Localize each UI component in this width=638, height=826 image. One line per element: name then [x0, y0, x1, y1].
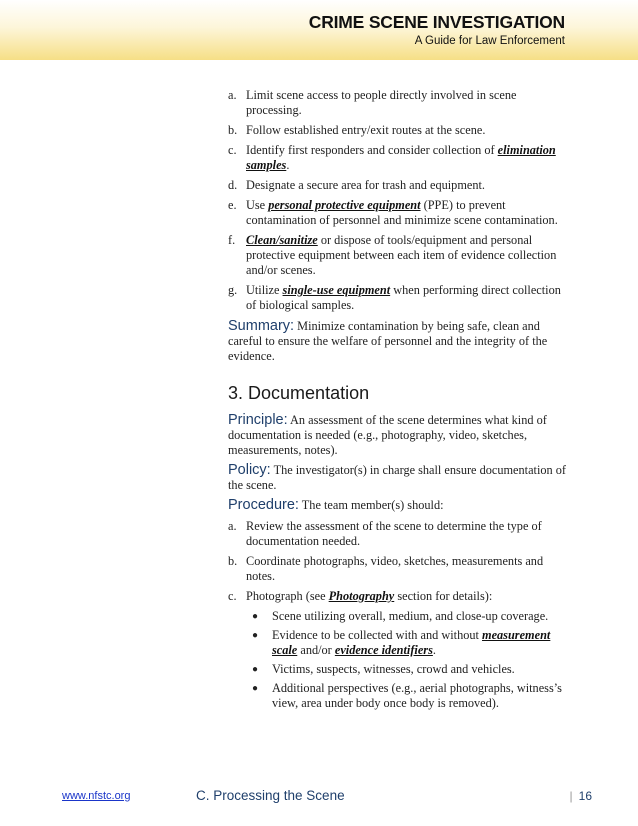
principle-text: An assessment of the scene determines what kind of documentation is needed (e.g., photography, video, sketches, measurements, notes). — [228, 413, 547, 457]
bullet-text — [272, 628, 568, 658]
summary-paragraph — [228, 319, 568, 364]
section-number: 3. — [228, 383, 244, 403]
list-text-part: Photograph (see — [246, 589, 329, 603]
glossary-link-clean-sanitize[interactable]: Clean/sanitize — [246, 233, 318, 247]
principle-label: Principle: — [228, 412, 288, 428]
list-label: a. — [228, 519, 237, 533]
list-text — [246, 88, 568, 118]
list-label: g. — [228, 283, 238, 297]
photograph-bullets — [252, 609, 568, 711]
list-item — [228, 554, 568, 584]
glossary-link-photography[interactable]: Photography — [328, 589, 395, 603]
list-text — [246, 283, 568, 313]
list-label: b. — [228, 554, 238, 568]
section-heading — [228, 383, 568, 403]
footer-section-title: C. Processing the Scene — [196, 788, 345, 803]
bullet-text-part: . — [432, 643, 436, 657]
list-text-part: Utilize — [246, 283, 283, 297]
bullet-dot-icon: ● — [252, 630, 259, 641]
list-item — [228, 88, 568, 118]
list-text — [246, 233, 568, 278]
section-title: Documentation — [248, 383, 370, 403]
footer-website-link[interactable]: www.nfstc.org — [62, 790, 131, 802]
list-item — [228, 123, 568, 138]
list-text-part: Follow established entry/exit routes at the scene. — [246, 123, 486, 137]
list-text — [246, 554, 568, 584]
list-item — [228, 283, 568, 313]
list-text-part: when performing direct collection of biological samples. — [246, 283, 561, 312]
page-number: 16 — [578, 789, 592, 803]
procedure-label: Procedure: — [228, 497, 299, 513]
list-text — [246, 143, 568, 173]
list-text-part: Designate a secure area for trash and equipment. — [246, 178, 485, 192]
policy-text: The investigator(s) in charge shall ensure documentation of the scene. — [228, 463, 566, 492]
list-label: d. — [228, 178, 238, 192]
header-subtitle: A Guide for Law Enforcement — [414, 35, 565, 47]
list-text-part: Identify first responders and consider collection of — [246, 143, 498, 157]
list-text-part: . — [286, 158, 290, 172]
list-text-part: Limit scene access to people directly involved in scene processing. — [246, 88, 517, 117]
procedure-paragraph — [228, 498, 568, 513]
bullet-text-part: Evidence to be collected with and without — [272, 628, 483, 642]
list-label: c. — [228, 589, 237, 603]
bullet-text: Victims, suspects, witnesses, crowd and vehicles. — [272, 662, 515, 676]
bullet-text-part: and/or — [297, 643, 335, 657]
bullet-text: Scene utilizing overall, medium, and close-up coverage. — [272, 609, 549, 623]
list-item — [228, 233, 568, 278]
bullet-text: Additional perspectives (e.g., aerial photographs, witness’s view, area under body once body is removed). — [272, 681, 562, 710]
footer-separator: | — [569, 789, 573, 803]
list-item — [228, 519, 568, 549]
bullet-item — [252, 609, 568, 624]
list-item — [228, 589, 568, 604]
list-text — [246, 178, 568, 193]
list-text-part: Use — [246, 198, 269, 212]
glossary-link-ppe[interactable]: personal protective equipment — [268, 198, 421, 212]
bullet-item — [252, 628, 568, 658]
list-item — [228, 143, 568, 173]
principle-paragraph — [228, 413, 568, 458]
list-text-part: or dispose of tools/equipment and personal protective equipment between each item of evidence collection and/or scenes. — [246, 233, 557, 277]
procedure-text: The team member(s) should: — [298, 498, 444, 512]
list-text — [246, 123, 568, 138]
list-text — [246, 519, 568, 549]
procedure-list — [228, 519, 568, 604]
list-label: b. — [228, 123, 238, 137]
list-label: a. — [228, 88, 237, 102]
policy-label: Policy: — [228, 462, 271, 478]
glossary-link-measurement-scale[interactable]: measurement scale — [272, 628, 551, 657]
bullet-dot-icon: ● — [252, 683, 259, 694]
glossary-link-evidence-identifiers[interactable]: evidence identifiers — [334, 643, 433, 657]
glossary-link-single-use-equipment[interactable]: single-use equipment — [282, 283, 391, 297]
glossary-link-elimination-samples[interactable]: elimination samples — [246, 143, 556, 172]
list-text — [246, 198, 568, 228]
list-text-part: section for details): — [394, 589, 493, 603]
list-text-part: Review the assessment of the scene to determine the type of documentation needed. — [246, 519, 542, 548]
bullet-dot-icon: ● — [252, 611, 259, 622]
bullet-dot-icon: ● — [252, 664, 259, 675]
summary-label: Summary: — [228, 318, 295, 334]
list-label: f. — [228, 233, 236, 247]
list-text — [246, 589, 568, 604]
footer-page-number — [570, 789, 592, 803]
list-item — [228, 178, 568, 193]
list-label: e. — [228, 198, 237, 212]
bullet-item — [252, 662, 568, 677]
policy-paragraph — [228, 463, 568, 493]
list-label: c. — [228, 143, 237, 157]
main-content — [228, 88, 568, 715]
list-text-part: Coordinate photographs, video, sketches, measurements and notes. — [246, 554, 544, 583]
bullet-item — [252, 681, 568, 711]
summary-text: Minimize contamination by being safe, clean and careful to ensure the welfare of personnel and the integrity of the evidence. — [228, 319, 548, 363]
contamination-list — [228, 88, 568, 313]
header-title: CRIME SCENE INVESTIGATION — [308, 12, 565, 32]
list-item — [228, 198, 568, 228]
list-text-part: (PPE) to prevent contamination of personnel and minimize scene contamination. — [246, 198, 558, 227]
